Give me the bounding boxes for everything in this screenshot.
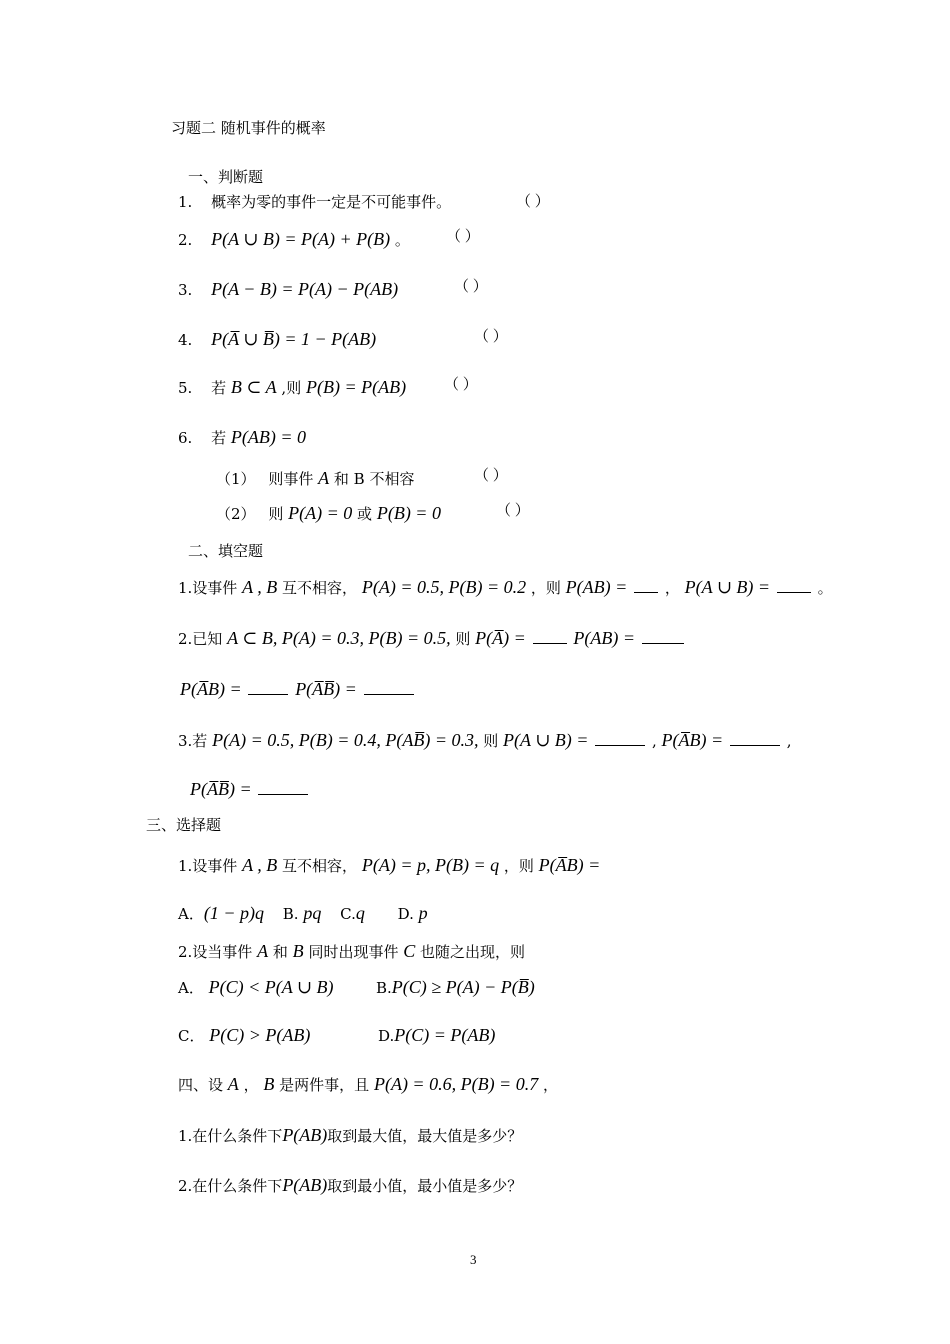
choice-q2-options-row1 [178,977,535,997]
q-then: 则 [455,630,471,648]
q-formula-2: P(A̅B) = [661,730,724,750]
answer-blank[interactable] [364,680,414,695]
q-sep: ， [664,579,680,597]
q-pre: 2.在什么条件下 [178,1177,283,1195]
answer-blank[interactable] [634,578,658,593]
item-number: 5. [178,379,193,397]
q-formula-2: P(A ∪ B) = [684,577,771,597]
q-pre: 2.设当事件 [178,943,253,961]
answer-paren[interactable]: （ ） [496,503,530,519]
q-pre: 2.已知 [178,630,223,648]
sub-mid: 或 [357,505,373,523]
q-pre: 1.设事件 [178,857,238,875]
q-end: 。 [817,579,833,597]
tf-item-4 [178,329,508,349]
page-title: 习题二 随机事件的概率 [171,119,326,137]
q-events: A , B [242,855,278,875]
q-and: 和 [272,943,288,961]
q-pre: 1.设事件 [178,579,238,597]
choice-q2 [178,942,525,960]
item-pre: 若 [211,429,227,447]
choice-q2-options-row2 [178,1025,496,1045]
q-mid: 同时出现事件 [308,943,399,961]
sub-number: （2） [216,505,256,523]
item-formula-2: P(B) = P(AB) [305,377,407,397]
option-c[interactable]: C． P(C) > P(AB) [178,1025,311,1045]
mid: 是两件事，且 [279,1076,370,1094]
event-a: A [227,1074,239,1094]
item-number: 2. [178,231,193,249]
item-text: 概率为零的事件一定是不可能事件。 [211,193,452,211]
q-then: 则 [483,732,499,750]
section-4-q1 [178,1126,522,1144]
tf-item-6 [178,428,306,446]
end: ， [542,1076,558,1094]
option-d[interactable]: D.P(C) = P(AB) [378,1025,496,1045]
q-formula: P(AB) [282,1175,328,1195]
fill-q2-line2 [180,680,416,698]
answer-paren[interactable]: （ ） [444,377,478,393]
item-mid: ,则 [281,379,302,397]
q-event-c: C [403,941,416,961]
sub-event-a: A [318,468,330,488]
choice-q1 [178,856,600,874]
page-number: 3 [470,1252,477,1267]
item-formula: B ⊂ A [230,377,277,397]
item-formula: P(A − B) = P(A) − P(AB) [211,279,399,299]
answer-blank[interactable] [595,731,645,746]
tf-sub-2 [216,503,530,523]
option-c[interactable]: C.q [340,903,365,923]
sep: ， [243,1076,259,1094]
section-heading-fill-in: 二、填空题 [188,542,264,560]
answer-paren[interactable]: （ ） [454,279,488,295]
q-formula-1: P(A ∪ B) = [503,730,589,750]
answer-blank[interactable] [777,578,811,593]
q-given: A ⊂ B, P(A) = 0.3, P(B) = 0.5, [227,628,451,648]
q-given: P(A) = 0.5, P(B) = 0.2 [361,577,527,597]
q-pre: 3.若 [178,732,208,750]
fill-q2 [178,629,686,647]
sub-formula-1: P(A) = 0 [288,503,353,523]
section-4-q2 [178,1176,522,1194]
q-mid: 互不相容， [282,579,358,597]
q-end: 也随之出现，则 [420,943,526,961]
option-d[interactable]: D. p [397,903,428,923]
given-formula: P(A) = 0.6, P(B) = 0.7 [373,1074,539,1094]
tf-item-2 [178,229,480,249]
q-formula-1: P(AB) = [565,577,628,597]
item-formula: P(A ∪ B) = P(A) + P(B) [211,229,391,249]
q-mid: 互不相容， [282,857,358,875]
sub-pre: 则事件 [268,470,314,488]
fill-q3-line2 [190,780,310,798]
section-heading-4: 四、设 [178,1076,224,1094]
sub-number: （1） [216,470,256,488]
sub-pre: 则 [268,505,284,523]
fill-q3: 3.若 P(A) = 0.5, P(B) = 0.4, P(AB̅) = 0.3, 则 P(A ∪ B) = , P(A̅B) = , [178,730,792,750]
item-tail: 。 [394,231,410,249]
section-heading-true-false: 一、判断题 [188,168,264,186]
answer-paren[interactable]: （ ） [474,468,508,484]
answer-paren[interactable]: （ ） [474,329,508,345]
item-number: 1. [178,193,193,211]
option-b[interactable]: B. pq [282,903,322,923]
q-formula-4: P(A̅B̅) = [295,679,357,699]
q-given: P(A) = p, P(B) = q [361,855,500,875]
answer-paren[interactable]: （ ） [446,229,480,245]
q-formula-3: P(A̅B̅) = [190,779,252,799]
q-then: ，则 [530,579,561,597]
answer-blank[interactable] [258,780,308,795]
section-heading-choice: 三、选择题 [146,816,222,834]
q-post: 取到最大值，最大值是多少？ [327,1127,523,1145]
option-a[interactable]: A． P(C) < P(A ∪ B) [178,977,334,997]
answer-blank[interactable] [730,731,780,746]
q-events: A , B [242,577,278,597]
q-formula-1: P(A̅) = [475,628,526,648]
q-event-b: B [292,941,304,961]
q-formula: P(AB) [282,1125,328,1145]
item-pre: 若 [211,379,227,397]
sub-formula-2: P(B) = 0 [376,503,441,523]
q-post: 取到最小值，最小值是多少？ [327,1177,523,1195]
q-then: ，则 [503,857,534,875]
q-pre: 1.在什么条件下 [178,1127,283,1145]
q-formula-2: P(AB) = [573,628,635,648]
event-b: B [263,1074,275,1094]
option-a[interactable]: A．(1 − p)q [178,903,264,923]
q-event-a: A [257,941,269,961]
answer-blank[interactable] [248,680,288,695]
item-number: 6. [178,429,193,447]
tf-item-1 [178,193,550,211]
sub-mid: 和 B 不相容 [333,470,415,488]
section-4-statement [178,1075,558,1093]
tf-item-3 [178,279,488,299]
item-formula: P(AB) = 0 [230,427,307,447]
q-formula: P(A̅B) = [538,855,601,875]
option-b[interactable]: B.P(C) ≥ P(A) − P(B̅) [376,977,535,997]
fill-q1 [178,578,833,596]
q-given: P(A) = 0.5, P(B) = 0.4, P(AB̅) = 0.3, [212,730,479,750]
answer-paren[interactable]: （ ） [516,194,550,210]
tf-item-5 [178,377,478,397]
q-formula-3: P(A̅B) = [180,679,242,699]
answer-blank[interactable] [533,629,567,644]
answer-blank[interactable] [642,629,684,644]
item-formula: P(A̅ ∪ B̅) = 1 − P(AB) [211,329,377,349]
tf-sub-1 [216,468,508,488]
choice-q1-options [178,904,428,922]
item-number: 4. [178,331,193,349]
item-number: 3. [178,281,193,299]
